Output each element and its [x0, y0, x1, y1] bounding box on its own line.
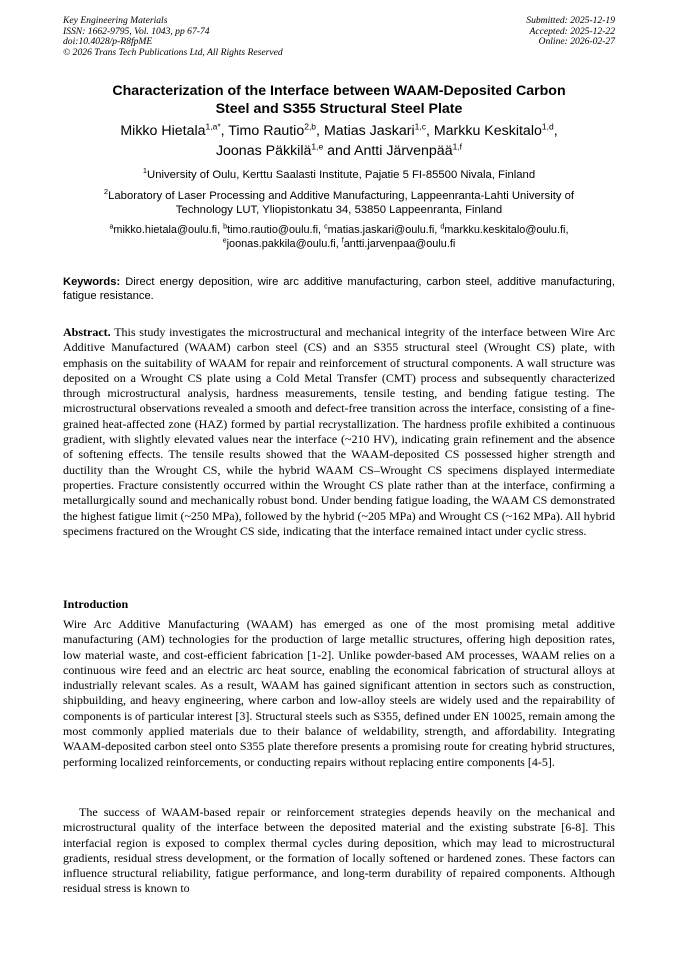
affiliation-sup: 2 — [103, 187, 109, 197]
abstract-text: This study investigates the microstructural and mechanical integrity of the interface between Wire Arc Additive Manufactured (WAAM) carbon steel (CS) and an S355 structural steel (Wrought CS) plate, with emphasis on the suitability of WAAM for repair and reinforcement of structural components. A wall structure was deposited on a Wrought CS plate using a Cold Metal Transfer (CMT) process and subsequently characterized through microstructural analysis, hardness measurements, tensile testing, and bending fatigue testing. The microstructural observations revealed a smooth and defect-free transition across the interface, consisting of a fine-grained heat-affected zone (HAZ) formed by partial recrystallization. The hardness profile exhibited a continuous gradient, with slightly elevated values near the interface (~210 HV), indicating grain refinement and the absence of softening effects. The tensile results showed that the WAAM-deposited CS possessed higher strength and ductility than the Wrought CS, while the hybrid WAAM CS–Wrought CS specimens displayed intermediate properties. Fracture consistently occurred within the Wrought CS plate rather than at the interface, confirming a metallurgically sound and mechanically robust bond. Under bending fatigue loading, the WAAM CS demonstrated the highest fatigue limit (~250 MPa), followed by the hybrid (~205 MPa) and Wrought CS (~162 MPa). All hybrid specimens fractured on the Wrought CS side, indicating that the interface remained intact under cyclic stress. — [63, 325, 615, 538]
abstract-label: Abstract. — [63, 325, 111, 339]
email-sup: d — [440, 223, 445, 231]
author-separator: , — [553, 123, 558, 139]
paper-title — [63, 83, 615, 118]
submitted-date: Submitted: 2025-12-19 — [526, 15, 615, 26]
email-link[interactable]: antti.jarvenpaa@oulu.fi — [343, 238, 456, 250]
email-link[interactable]: joonas.pakkila@oulu.fi, — [226, 238, 342, 250]
email-link[interactable]: timo.rautio@oulu.fi, — [227, 224, 325, 236]
author-name: Joonas Päkkilä — [215, 142, 312, 159]
online-date: Online: 2026-02-27 — [538, 36, 615, 48]
section-heading-introduction: Introduction — [63, 597, 129, 611]
copyright-line: © 2026 Trans Tech Publications Ltd, All Rights Reserved — [63, 46, 283, 58]
affiliation-2-line-2: Technology LUT, Yliopistonkatu 34, 53850 Lappeenranta, Finland — [175, 204, 503, 216]
keywords-label: Keywords: — [63, 276, 121, 288]
journal-name: Key Engineering Materials — [63, 15, 168, 26]
author-name: Timo Rautio — [228, 123, 305, 139]
author-separator: , — [220, 123, 229, 139]
author-affil-sup: 1,a* — [205, 121, 221, 132]
authors-line-2 — [63, 142, 615, 162]
affiliation-sup: 1 — [142, 166, 148, 176]
accepted-date: Accepted: 2025-12-22 — [529, 25, 615, 37]
email-sup: a — [109, 223, 114, 231]
author-list — [63, 122, 615, 161]
title-line-1: Characterization of the Interface between WAAM-Deposited Carbon — [112, 83, 566, 99]
author-affil-sup: 1,e — [311, 140, 324, 151]
emails-line-2 — [63, 237, 615, 251]
dates-header — [526, 16, 615, 48]
author-name: Matias Jaskari — [323, 123, 415, 139]
intro-paragraph-2: The success of WAAM-based repair or reinforcement strategies depends heavily on the mechanical and microstructural quality of the interface between the deposited material and the existing substrate [6-8]. This interfacial region is exposed to complex thermal cycles during deposition, which may lead to microstructural gradients, residual stress development, or the formation of locally softened or hardened zones. These factors can influence structural reliability, fatigue performance, and long-term durability of repaired components. Although residual stress is known to — [63, 805, 615, 896]
keywords-block — [63, 275, 615, 303]
author-name: Antti Järvenpää — [354, 142, 453, 159]
author-name: Markku Keskitalo — [433, 123, 542, 139]
email-sup: b — [223, 223, 228, 231]
affiliation-2-line-1 — [63, 189, 615, 203]
keywords-text: Direct energy deposition, wire arc additive manufacturing, carbon steel, additive manufacturing, fatigue resistance. — [63, 276, 615, 302]
authors-line-1 — [63, 122, 615, 142]
affiliation-text: University of Oulu, Kerttu Saalasti Institute, Pajatie 5 FI-85500 Nivala, Finland — [147, 169, 536, 181]
issn-line: ISSN: 1662-9795, Vol. 1043, pp 67-74 — [63, 25, 210, 37]
author-separator: , — [316, 123, 324, 139]
author-separator: , — [425, 123, 434, 139]
author-affil-sup: 1,d — [541, 121, 554, 132]
affiliation-2 — [63, 189, 615, 217]
email-sup: e — [222, 237, 227, 245]
email-link[interactable]: markku.keskitalo@oulu.fi, — [444, 224, 569, 236]
email-link[interactable]: matias.jaskari@oulu.fi, — [327, 224, 441, 236]
author-and: and — [327, 142, 351, 159]
affiliation-text: Laboratory of Laser Processing and Additive Manufacturing, Lappeenranta-Lahti University of — [108, 190, 575, 202]
author-name: Mikko Hietala — [120, 123, 206, 139]
author-affil-sup: 1,f — [452, 140, 463, 151]
author-affil-sup: 1,c — [414, 121, 426, 132]
journal-header — [63, 16, 283, 58]
author-affil-sup: 2,b — [304, 121, 317, 132]
title-line-2: Steel and S355 Structural Steel Plate — [215, 100, 463, 117]
abstract-block — [63, 325, 615, 539]
intro-paragraph-1: Wire Arc Additive Manufacturing (WAAM) has emerged as one of the most promising metal additive manufacturing (AM) technologies for the production of large metallic structures, offering high deposition rates, low material waste, and cost-efficient fabrication [1-2]. Unlike powder-based AM processes, WAAM relies on a continuous wire feed and an electric arc heat source, enabling the economical fabrication of structural alloys at industrially relevant scales. As a result, WAAM has gained significant attention in sectors such as construction, shipbuilding, and heavy engineering, where carbon and low-alloy steels are widely used and the repairability of components is of particular interest [3]. Structural steels such as S355, defined under EN 10025, remain among the most commonly applied materials due to their balance of weldability, strength, and affordability. Integrating WAAM-deposited carbon steel onto S355 plate therefore presents a promising route for creating hybrid structures, performing localized reinforcements, or conducting repairs without replacing entire components [4-5]. — [63, 617, 615, 769]
emails-line-1 — [63, 223, 615, 237]
email-sup: f — [341, 237, 344, 245]
email-list — [63, 223, 615, 251]
doi-line[interactable]: doi:10.4028/p-R8fpME — [63, 36, 153, 48]
affiliation-1 — [63, 168, 615, 182]
email-sup: c — [324, 223, 328, 231]
email-link[interactable]: mikko.hietala@oulu.fi, — [113, 224, 224, 236]
